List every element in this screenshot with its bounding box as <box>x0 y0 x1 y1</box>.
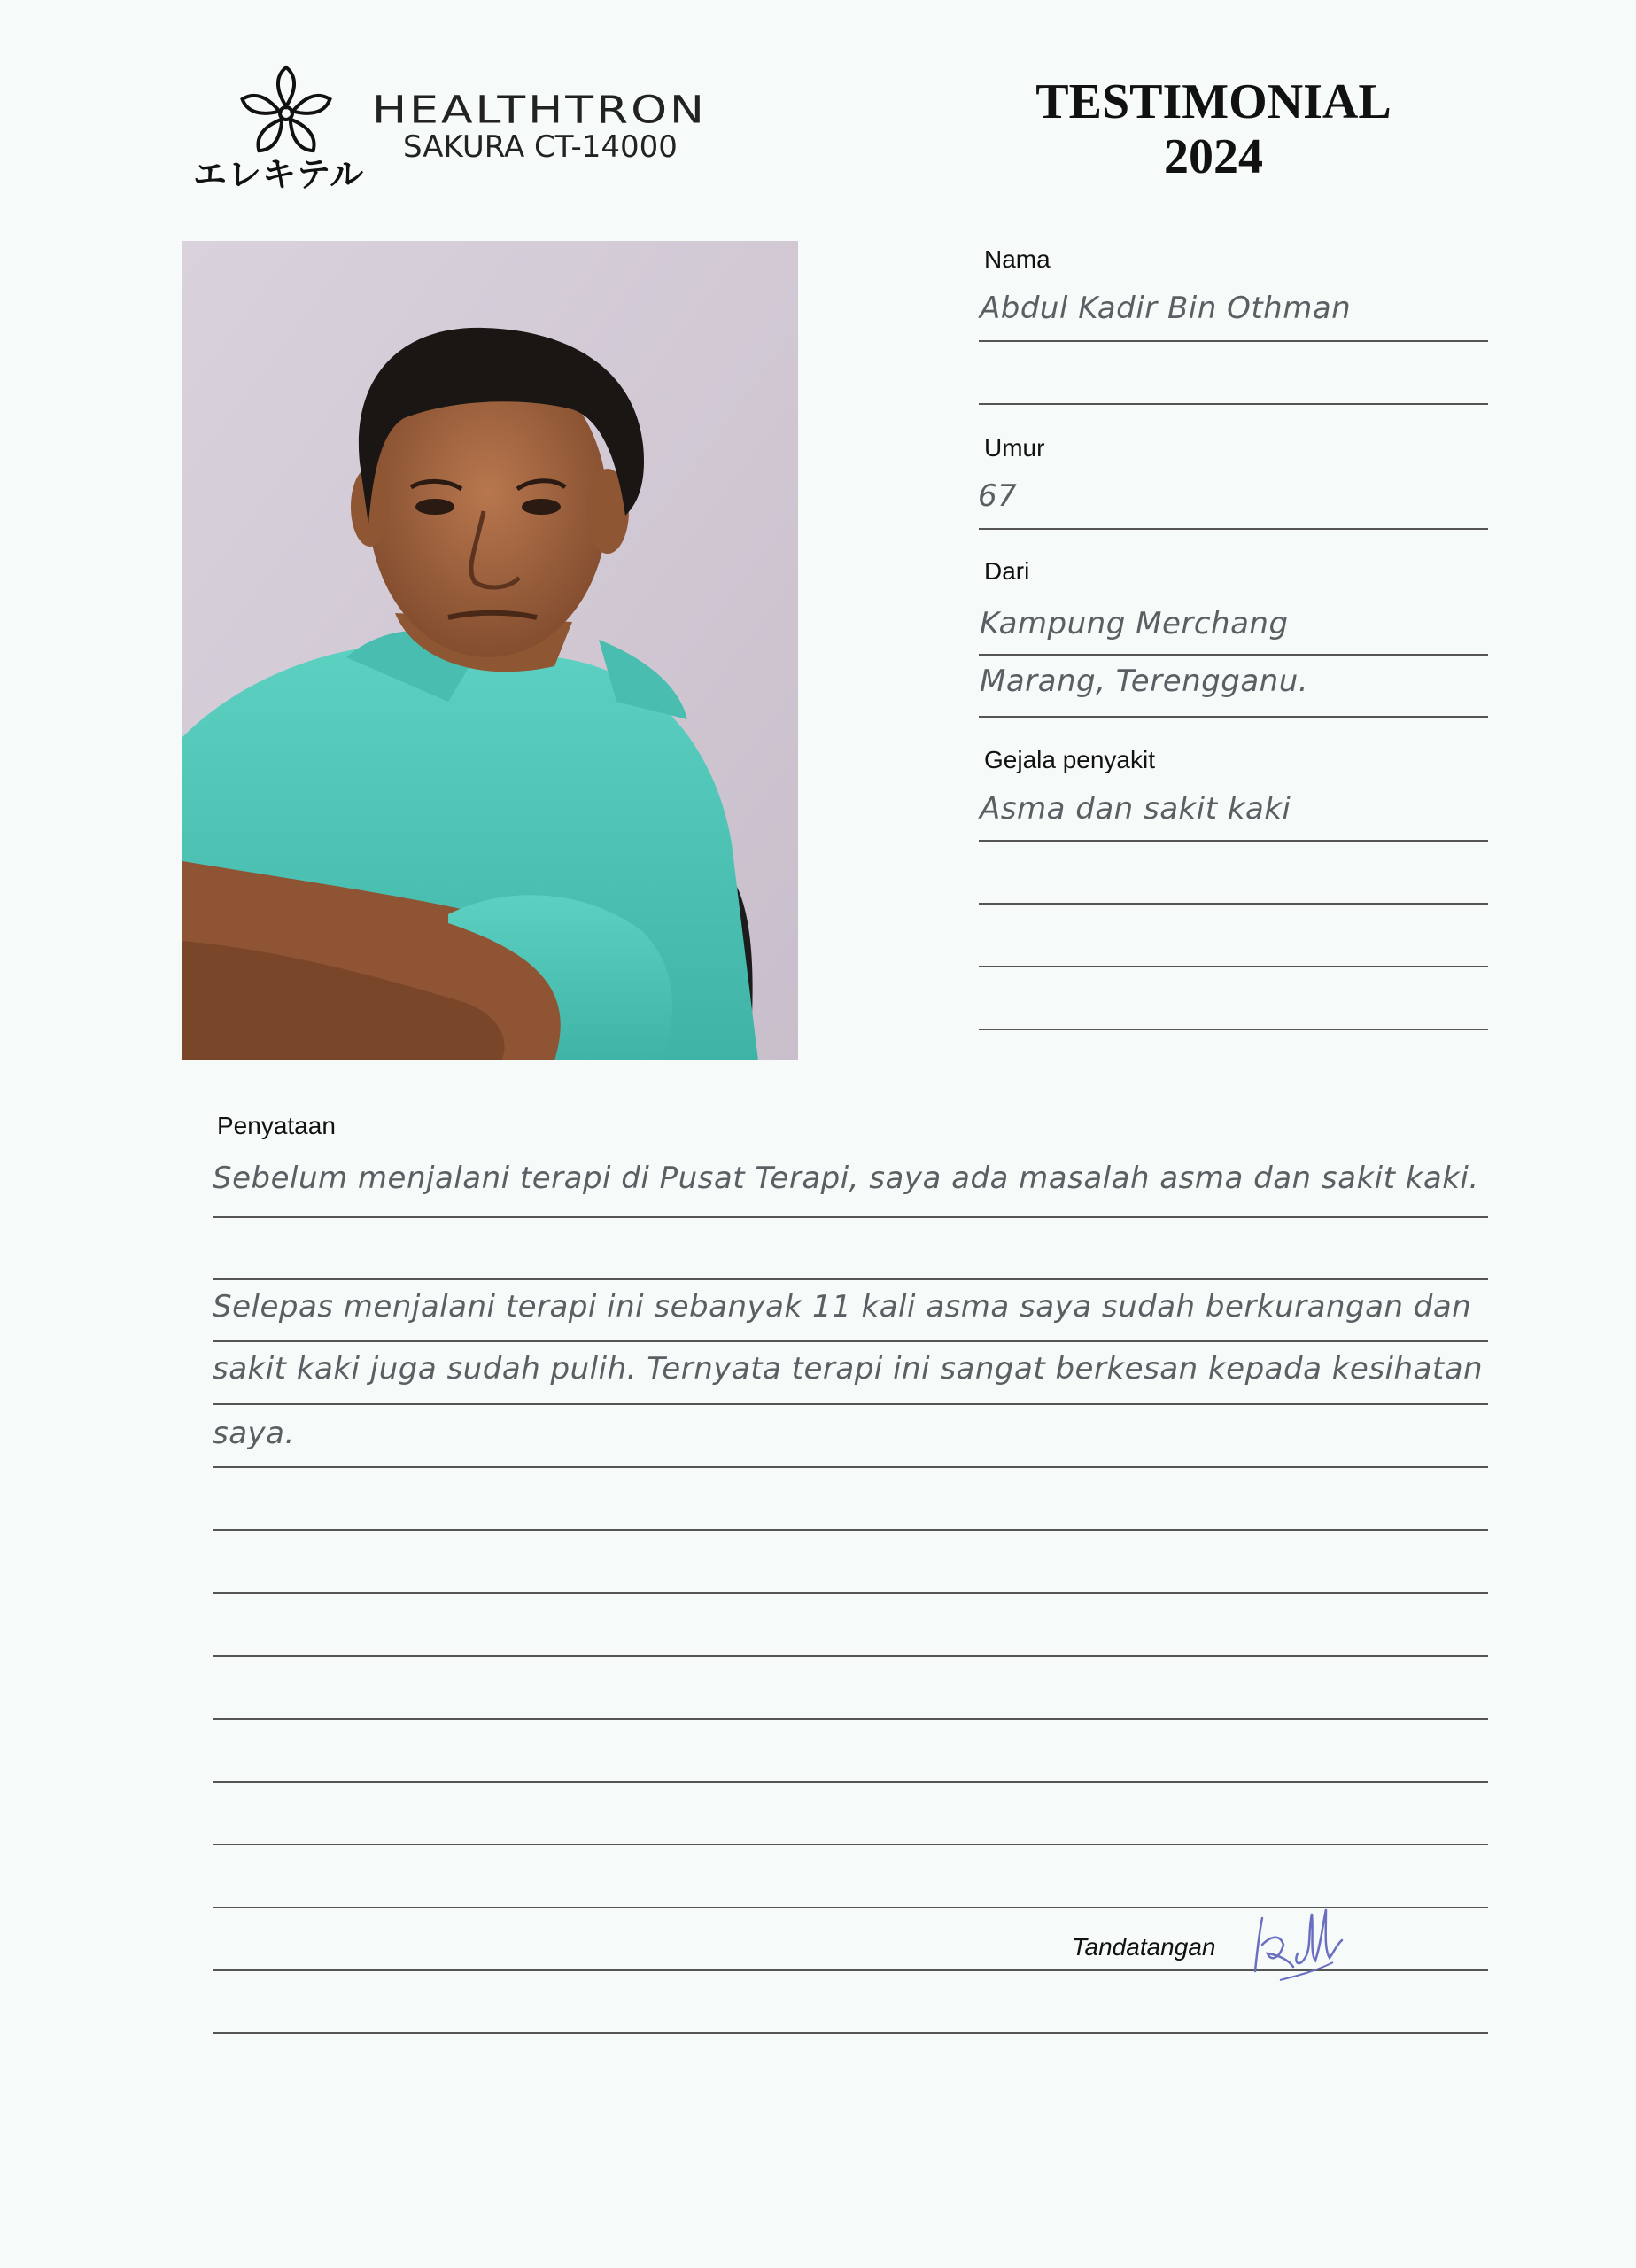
from-rule-2 <box>979 716 1488 718</box>
name-label: Nama <box>984 245 1051 273</box>
title-year: 2024 <box>1164 129 1263 184</box>
from-label: Dari <box>984 557 1030 585</box>
statement-label: Penyataan <box>217 1112 336 1139</box>
brand-model: SAKURA CT-14000 <box>403 129 678 165</box>
title-line-1: TESTIMONIAL <box>1035 74 1392 129</box>
statement-rule <box>213 2032 1488 2034</box>
statement-rule <box>213 1529 1488 1531</box>
document-title <box>1001 74 1426 184</box>
brand-logo <box>193 62 379 195</box>
symptom-rule-1 <box>979 840 1488 842</box>
name-rule-1 <box>979 340 1488 342</box>
symptom-value: Asma dan sakit kaki <box>980 791 1291 827</box>
statement-rule <box>213 1216 1488 1218</box>
signature-mark <box>1244 1891 1360 1989</box>
statement-line-3: sakit kaki juga sudah pulih. Ternyata terapi ini sangat berkesan kepada kesihatan <box>213 1351 1484 1386</box>
statement-rule <box>213 1466 1488 1468</box>
statement-line-4: saya. <box>213 1416 295 1451</box>
portrait-photo <box>182 241 798 1060</box>
statement-line-2: Selepas menjalani terapi ini sebanyak 11 kali asma saya sudah berkurangan dan <box>213 1289 1472 1324</box>
age-value: 67 <box>978 478 1018 514</box>
name-value: Abdul Kadir Bin Othman <box>980 291 1352 326</box>
statement-line-1: Sebelum menjalani terapi di Pusat Terapi, saya ada masalah asma dan sakit kaki. <box>213 1161 1479 1196</box>
statement-rule <box>213 1844 1488 1845</box>
name-rule-2 <box>979 403 1488 405</box>
symptom-rule-2 <box>979 903 1488 905</box>
statement-rule <box>213 1718 1488 1720</box>
from-rule-1 <box>979 654 1488 656</box>
statement-rule <box>213 1592 1488 1594</box>
symptom-rule-4 <box>979 1029 1488 1030</box>
symptom-label: Gejala penyakit <box>984 746 1156 773</box>
age-label: Umur <box>984 434 1045 462</box>
signature-label: Tandatangan <box>1072 1933 1216 1961</box>
brand-name: HEALTHTRON <box>372 89 707 133</box>
sakura-flower-icon <box>240 67 333 155</box>
statement-rule <box>213 1781 1488 1783</box>
from-value-line-1: Kampung Merchang <box>980 606 1289 641</box>
symptom-rule-3 <box>979 966 1488 967</box>
statement-rule <box>213 1340 1488 1342</box>
statement-rule <box>213 1278 1488 1280</box>
from-value-line-2: Marang, Terengganu. <box>980 664 1309 699</box>
brand-logo-katakana: エレキテル <box>193 155 365 194</box>
statement-rule <box>213 1403 1488 1405</box>
age-rule <box>979 528 1488 530</box>
statement-rule <box>213 1655 1488 1657</box>
